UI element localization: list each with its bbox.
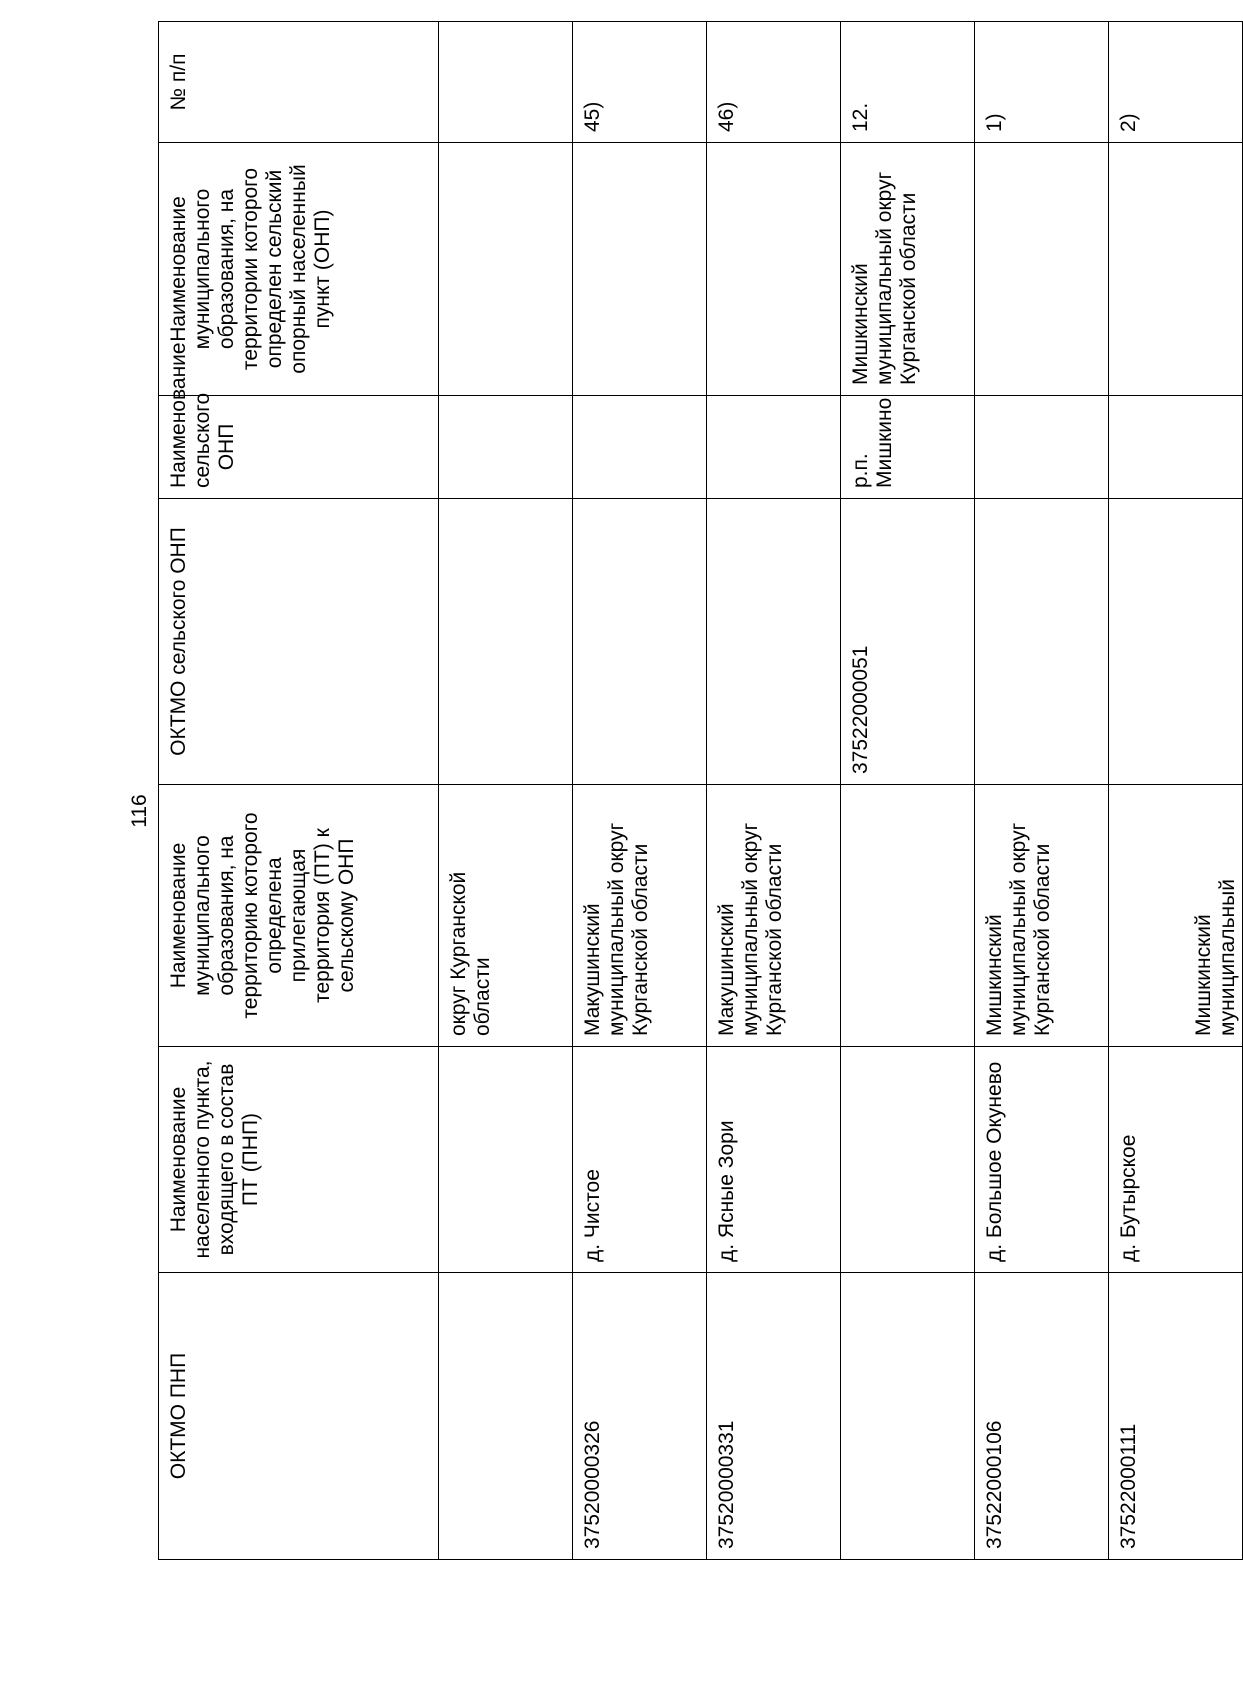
- cell-mo-onp: [975, 143, 1109, 396]
- table-row: [439, 22, 573, 1560]
- table-row: [1109, 22, 1243, 1560]
- cell-onp-oktmo: [707, 499, 841, 785]
- settlements-table: [158, 21, 1243, 1560]
- cell-pnp-name: [841, 1047, 975, 1273]
- cell-pnp-name: д. Ясные Зори: [707, 1047, 841, 1273]
- cell-mo-pt: округ Курганской области: [439, 785, 573, 1047]
- header-pnp-name: Наименование населенного пункта, входящего в состав ПТ (ПНП): [159, 1047, 439, 1273]
- cell-mo-onp: Мишкинский муниципальный округ Курганской области: [841, 143, 975, 396]
- cell-pnp-oktmo: [439, 1273, 573, 1560]
- cell-num: 2): [1109, 22, 1243, 143]
- cell-onp-oktmo: [975, 499, 1109, 785]
- table-row: [573, 22, 707, 1560]
- cell-onp-oktmo: [573, 499, 707, 785]
- cell-pnp-name: д. Большое Окунево: [975, 1047, 1109, 1273]
- cell-pnp-name: д. Чистое: [573, 1047, 707, 1273]
- cell-onp-name: [975, 396, 1109, 499]
- rotated-table-wrapper: [158, 22, 1239, 1560]
- cell-num: 45): [573, 22, 707, 143]
- cell-mo-pt: Макушинский муниципальный округ Курганской области: [707, 785, 841, 1047]
- cell-onp-name: [1109, 396, 1243, 499]
- cell-onp-name: [439, 396, 573, 499]
- table-header-row: [159, 22, 439, 1560]
- cell-mo-onp: [707, 143, 841, 396]
- cell-onp-name: р.п. Мишкино: [841, 396, 975, 499]
- cell-pnp-name: [439, 1047, 573, 1273]
- table-row: [975, 22, 1109, 1560]
- cell-num: 1): [975, 22, 1109, 143]
- cell-num: 46): [707, 22, 841, 143]
- cell-onp-oktmo: [1109, 499, 1243, 785]
- cell-onp-name: [707, 396, 841, 499]
- cell-mo-pt: Мишкинский муниципальный: [1109, 785, 1243, 1047]
- cell-onp-oktmo: 37522000051: [841, 499, 975, 785]
- cell-pnp-name: д. Бутырское: [1109, 1047, 1243, 1273]
- header-mo-pt: Наименование муниципального образования, на территорию которого определена прилегающая территория (ПТ) к сельскому ОНП: [159, 785, 439, 1047]
- header-onp-name: Наименование сельского ОНП: [159, 396, 439, 499]
- cell-onp-oktmo: [439, 499, 573, 785]
- cell-mo-pt: Макушинский муниципальный округ Курганской области: [573, 785, 707, 1047]
- cell-pnp-oktmo: 37522000111: [1109, 1273, 1243, 1560]
- cell-pnp-oktmo: 37522000106: [975, 1273, 1109, 1560]
- table-row: [707, 22, 841, 1560]
- cell-pnp-oktmo: 37520000331: [707, 1273, 841, 1560]
- cell-mo-onp: [573, 143, 707, 396]
- cell-num: [439, 22, 573, 143]
- cell-mo-pt: [841, 785, 975, 1047]
- header-num: № п/п: [159, 22, 439, 143]
- header-onp-oktmo: ОКТМО сельского ОНП: [159, 499, 439, 785]
- header-mo-onp: Наименование муниципального образования, на территории которого определен сельский опорный населенный пункт (ОНП): [159, 143, 439, 396]
- cell-pnp-oktmo: 37520000326: [573, 1273, 707, 1560]
- cell-pnp-oktmo: [841, 1273, 975, 1560]
- cell-mo-onp: [1109, 143, 1243, 396]
- page-number: 116: [128, 794, 151, 828]
- header-pnp-oktmo: ОКТМО ПНП: [159, 1273, 439, 1560]
- table-row: [841, 22, 975, 1560]
- cell-mo-onp: [439, 143, 573, 396]
- cell-onp-name: [573, 396, 707, 499]
- cell-num: 12.: [841, 22, 975, 143]
- cell-mo-pt: Мишкинский муниципальный округ Курганской области: [975, 785, 1109, 1047]
